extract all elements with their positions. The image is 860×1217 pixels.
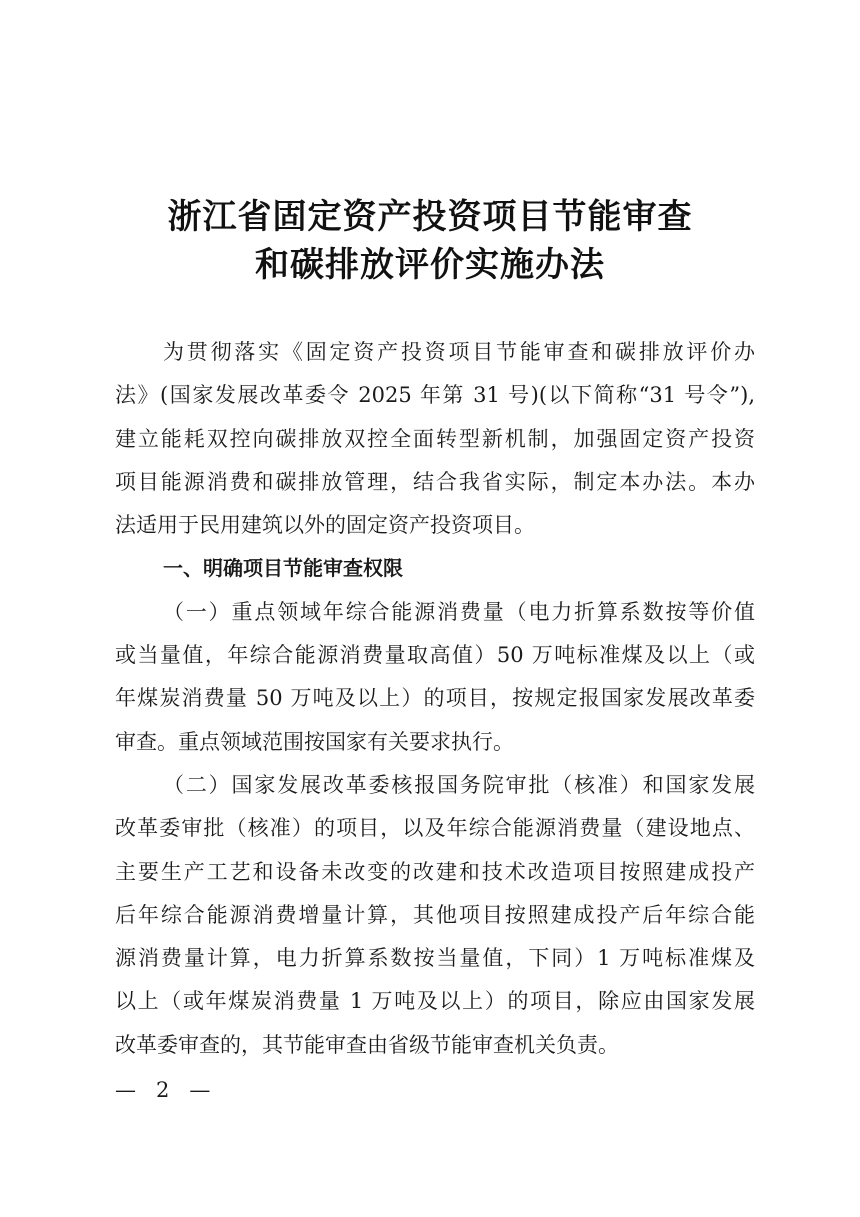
paragraph-line: 法》(国家发展改革委令 2025 年第 31 号)(以下简称“31 号令”), [115,383,755,408]
item-2-paragraph [115,764,755,1067]
intro-paragraph [115,331,755,547]
document-body [115,331,755,1067]
paragraph-line: 项目能源消费和碳排放管理，结合我省实际，制定本办法。本办 [115,469,755,494]
section-heading: 一、明确项目节能审查权限 [163,556,403,581]
paragraph-line: 建立能耗双控向碳排放双控全面转型新机制，加强固定资产投资 [115,426,755,451]
paragraph-line: 改革委审批（核准）的项目，以及年综合能源消费量（建设地点、 [115,816,755,841]
paragraph-line: 年煤炭消费量 50 万吨及以上）的项目，按规定报国家发展改革委 [115,686,755,711]
paragraph-line: （一）重点领域年综合能源消费量（电力折算系数按等价值 [163,599,755,624]
paragraph-line: （二）国家发展改革委核报国务院审批（核准）和国家发展 [163,772,755,797]
item-1-paragraph [115,591,755,764]
paragraph-line: 改革委审查的，其节能审查由省级节能审查机关负责。 [115,1032,619,1057]
page-number: — 2 — [115,1078,211,1102]
document-title-line-2: 和碳排放评价实施办法 [255,245,605,285]
paragraph-line: 或当量值，年综合能源消费量取高值）50 万吨标准煤及以上（或 [115,643,755,668]
paragraph-line: 为贯彻落实《固定资产投资项目节能审查和碳排放评价办 [163,340,755,364]
paragraph-line: 以上（或年煤炭消费量 1 万吨及以上）的项目，除应由国家发展 [115,989,755,1014]
paragraph-line: 后年综合能源消费增量计算，其他项目按照建成投产后年综合能 [115,902,755,927]
document-title-line-1: 浙江省固定资产投资项目节能审查 [167,197,693,237]
paragraph-line: 主要生产工艺和设备未改变的改建和技术改造项目按照建成投产 [115,859,755,884]
paragraph-line: 审查。重点领域范围按国家有关要求执行。 [115,729,514,754]
paragraph-line: 源消费量计算，电力折算系数按当量值，下同）1 万吨标准煤及 [115,946,755,971]
paragraph-line: 法适用于民用建筑以外的固定资产投资项目。 [115,513,535,538]
